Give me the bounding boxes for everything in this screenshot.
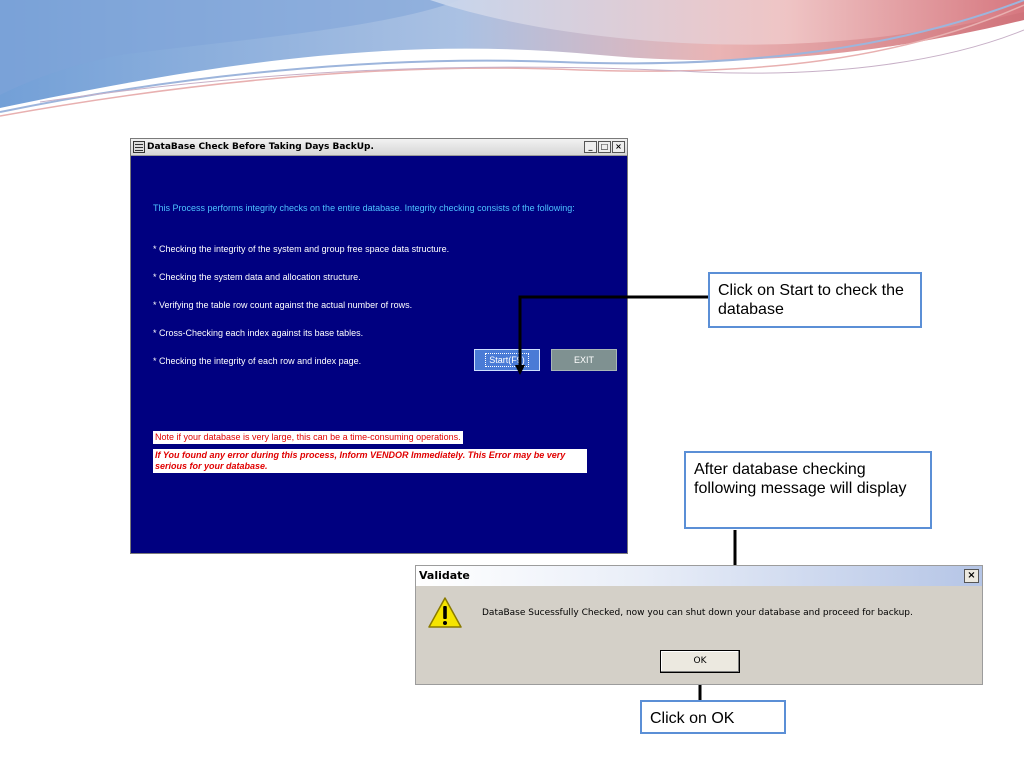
dialog-title: Validate — [419, 569, 470, 582]
minimize-button[interactable]: _ — [584, 141, 597, 153]
exit-button[interactable]: EXIT — [551, 349, 617, 371]
check-item: * Verifying the table row count against the actual number of rows. — [153, 300, 413, 310]
check-item: * Checking the integrity of the system and group free space data structure. — [153, 244, 450, 254]
start-button[interactable] — [474, 349, 540, 371]
large-database-note: Note if your database is very large, this can be a time-consuming operations. — [155, 432, 461, 442]
callout-ok: Click on OK — [640, 700, 786, 734]
database-check-window — [130, 138, 628, 554]
start-button-label: Start(F9) — [485, 353, 529, 367]
vendor-warning-text: If You found any error during this process, Inform VENDOR Immediately. This Error may be very serious for your database. — [153, 449, 587, 473]
dialog-close-button[interactable]: × — [964, 569, 979, 583]
header-wave-decoration — [0, 0, 1024, 130]
check-item: * Checking the integrity of each row and index page. — [153, 356, 362, 366]
intro-text: This Process performs integrity checks on the entire database. Integrity checking consists of the following: — [153, 203, 575, 213]
ok-button[interactable]: OK — [660, 650, 740, 673]
callout-after-check: After database checking following message will display — [684, 451, 932, 529]
maximize-button[interactable]: □ — [598, 141, 611, 153]
warning-icon — [428, 596, 462, 630]
validate-dialog — [415, 565, 983, 685]
callout-start: Click on Start to check the database — [708, 272, 922, 328]
check-item: * Cross-Checking each index against its base tables. — [153, 328, 364, 338]
check-item: * Checking the system data and allocation structure. — [153, 272, 361, 282]
app-icon — [133, 141, 145, 153]
close-button[interactable]: × — [612, 141, 625, 153]
dialog-titlebar — [416, 566, 982, 586]
dialog-message: DataBase Sucessfully Checked, now you can shut down your database and proceed for backup. — [482, 608, 913, 618]
window-titlebar — [131, 139, 627, 156]
window-title: DataBase Check Before Taking Days BackUp. — [147, 142, 374, 152]
